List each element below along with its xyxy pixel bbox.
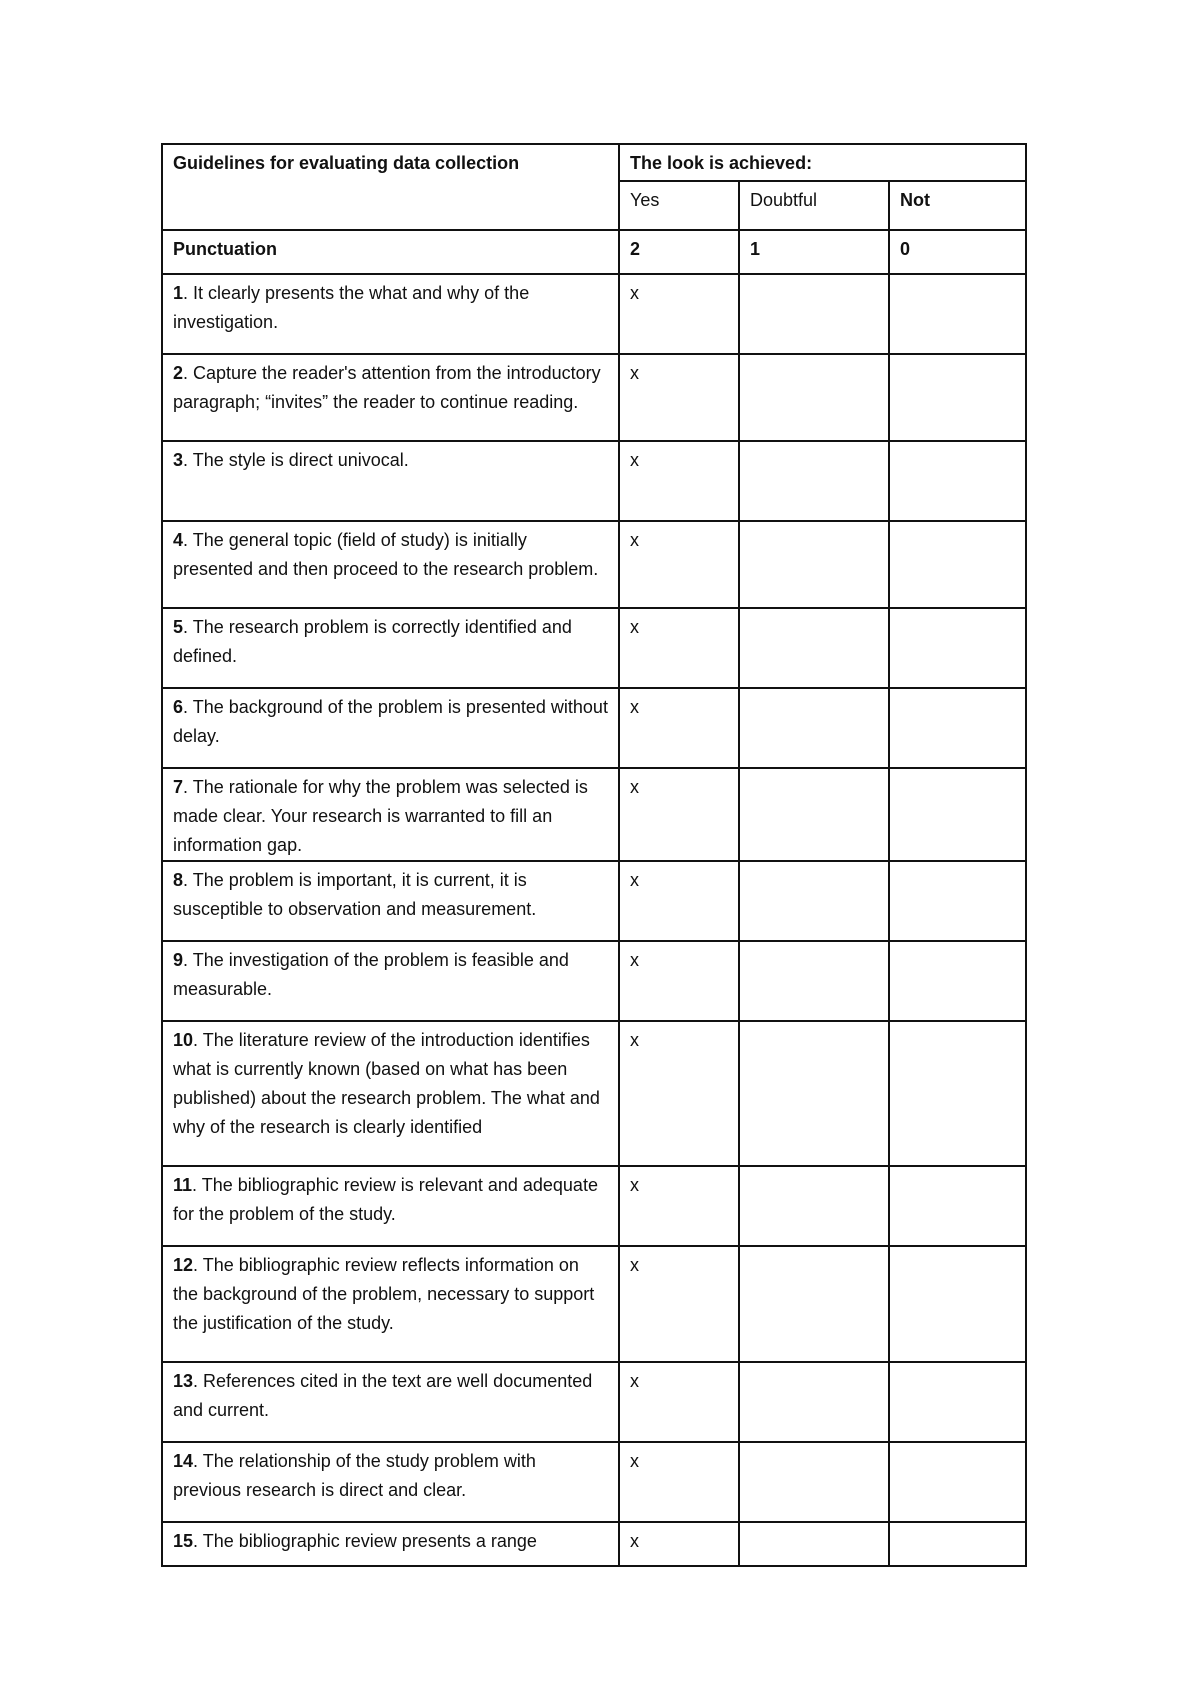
criterion-number: 15	[173, 1531, 194, 1551]
criterion-description: . The literature review of the introduction identifies what is currently known (based on what has been published) about the research problem. The what and why of the research is clearly identified	[173, 1030, 600, 1137]
criterion-row	[162, 1442, 1026, 1522]
achieved-header: The look is achieved:	[619, 144, 1026, 181]
criterion-not-mark	[889, 1522, 1026, 1566]
criterion-doubtful-mark	[739, 354, 889, 441]
criterion-row	[162, 941, 1026, 1021]
criterion-not-mark	[889, 688, 1026, 768]
guidelines-header: Guidelines for evaluating data collection	[162, 144, 619, 230]
criterion-doubtful-mark	[739, 274, 889, 354]
criterion-yes-mark: x	[619, 768, 739, 861]
criterion-row	[162, 274, 1026, 354]
criterion-number: 5	[173, 617, 184, 637]
criterion-text	[162, 1246, 619, 1362]
criterion-number: 1	[173, 283, 184, 303]
criterion-description: . The problem is important, it is current, it is susceptible to observation and measurement.	[173, 870, 537, 919]
criterion-description: . It clearly presents the what and why of the investigation.	[173, 283, 530, 332]
criterion-row	[162, 688, 1026, 768]
criterion-not-mark	[889, 441, 1026, 521]
criterion-number: 3	[173, 450, 184, 470]
criterion-number: 2	[173, 363, 184, 383]
criterion-number: 12	[173, 1255, 194, 1275]
criterion-doubtful-mark	[739, 1246, 889, 1362]
criterion-text	[162, 768, 619, 861]
criterion-not-mark	[889, 1362, 1026, 1442]
criterion-text	[162, 1166, 619, 1246]
criterion-text	[162, 521, 619, 608]
criterion-number: 4	[173, 530, 184, 550]
criterion-yes-mark: x	[619, 274, 739, 354]
not-score: 0	[889, 230, 1026, 274]
criterion-text	[162, 354, 619, 441]
criterion-number: 13	[173, 1371, 194, 1391]
criterion-number: 8	[173, 870, 184, 890]
criterion-row	[162, 768, 1026, 861]
criterion-yes-mark: x	[619, 1442, 739, 1522]
criterion-not-mark	[889, 1021, 1026, 1166]
criterion-yes-mark: x	[619, 1021, 739, 1166]
criterion-doubtful-mark	[739, 1522, 889, 1566]
criterion-not-mark	[889, 1442, 1026, 1522]
criterion-doubtful-mark	[739, 1021, 889, 1166]
criterion-not-mark	[889, 1166, 1026, 1246]
yes-header: Yes	[619, 181, 739, 230]
criterion-text	[162, 274, 619, 354]
criterion-row	[162, 861, 1026, 941]
doubtful-header: Doubtful	[739, 181, 889, 230]
criterion-doubtful-mark	[739, 441, 889, 521]
criterion-row	[162, 1362, 1026, 1442]
criterion-number: 9	[173, 950, 184, 970]
criterion-yes-mark: x	[619, 941, 739, 1021]
criterion-row	[162, 354, 1026, 441]
criterion-doubtful-mark	[739, 941, 889, 1021]
criterion-number: 7	[173, 777, 184, 797]
criterion-yes-mark: x	[619, 1246, 739, 1362]
criterion-description: . The relationship of the study problem with previous research is direct and clear.	[173, 1451, 536, 1500]
criterion-doubtful-mark	[739, 521, 889, 608]
criterion-yes-mark: x	[619, 441, 739, 521]
criterion-text	[162, 1442, 619, 1522]
criterion-description: . The rationale for why the problem was selected is made clear. Your research is warranted to fill an information gap.	[173, 777, 588, 855]
evaluation-table	[161, 143, 1027, 1567]
criterion-text	[162, 688, 619, 768]
criterion-not-mark	[889, 941, 1026, 1021]
criterion-description: . The research problem is correctly identified and defined.	[173, 617, 572, 666]
header-row	[162, 144, 1026, 181]
criterion-description: . The investigation of the problem is feasible and measurable.	[173, 950, 569, 999]
criterion-row	[162, 1246, 1026, 1362]
criterion-not-mark	[889, 608, 1026, 688]
criterion-number: 6	[173, 697, 184, 717]
criterion-doubtful-mark	[739, 861, 889, 941]
criterion-description: . The bibliographic review presents a range	[193, 1531, 537, 1551]
criterion-yes-mark: x	[619, 1362, 739, 1442]
criterion-text	[162, 441, 619, 521]
criterion-row	[162, 441, 1026, 521]
punctuation-row	[162, 230, 1026, 274]
criterion-not-mark	[889, 521, 1026, 608]
criterion-not-mark	[889, 861, 1026, 941]
criterion-doubtful-mark	[739, 768, 889, 861]
criterion-yes-mark: x	[619, 354, 739, 441]
criterion-description: . The general topic (field of study) is initially presented and then proceed to the research problem.	[173, 530, 599, 579]
criterion-yes-mark: x	[619, 688, 739, 768]
doubtful-score: 1	[739, 230, 889, 274]
criterion-description: . Capture the reader's attention from the introductory paragraph; “invites” the reader to continue reading.	[173, 363, 601, 412]
criterion-doubtful-mark	[739, 1166, 889, 1246]
criterion-not-mark	[889, 274, 1026, 354]
criterion-number: 11	[173, 1175, 193, 1195]
criterion-row	[162, 1021, 1026, 1166]
criterion-description: . References cited in the text are well documented and current.	[173, 1371, 593, 1420]
criterion-not-mark	[889, 354, 1026, 441]
criterion-yes-mark: x	[619, 608, 739, 688]
criterion-text	[162, 608, 619, 688]
criterion-text	[162, 1522, 619, 1566]
criterion-not-mark	[889, 1246, 1026, 1362]
criterion-row	[162, 1522, 1026, 1566]
criterion-number: 14	[173, 1451, 194, 1471]
criterion-doubtful-mark	[739, 608, 889, 688]
criterion-doubtful-mark	[739, 1442, 889, 1522]
criterion-not-mark	[889, 768, 1026, 861]
criterion-doubtful-mark	[739, 1362, 889, 1442]
criterion-description: . The bibliographic review is relevant and adequate for the problem of the study.	[173, 1175, 598, 1224]
criterion-description: . The background of the problem is presented without delay.	[173, 697, 608, 746]
criterion-text	[162, 1021, 619, 1166]
criterion-text	[162, 941, 619, 1021]
criterion-text	[162, 1362, 619, 1442]
criterion-text	[162, 861, 619, 941]
yes-score: 2	[619, 230, 739, 274]
criterion-yes-mark: x	[619, 521, 739, 608]
punctuation-label: Punctuation	[162, 230, 619, 274]
criterion-number: 10	[173, 1030, 194, 1050]
criterion-yes-mark: x	[619, 1166, 739, 1246]
criterion-yes-mark: x	[619, 1522, 739, 1566]
criterion-yes-mark: x	[619, 861, 739, 941]
criterion-description: . The bibliographic review reflects information on the background of the problem, necessary to support the justification of the study.	[173, 1255, 595, 1333]
criterion-description: . The style is direct univocal.	[183, 450, 409, 470]
criterion-row	[162, 1166, 1026, 1246]
criterion-row	[162, 608, 1026, 688]
criterion-doubtful-mark	[739, 688, 889, 768]
criterion-row	[162, 521, 1026, 608]
not-header: Not	[889, 181, 1026, 230]
